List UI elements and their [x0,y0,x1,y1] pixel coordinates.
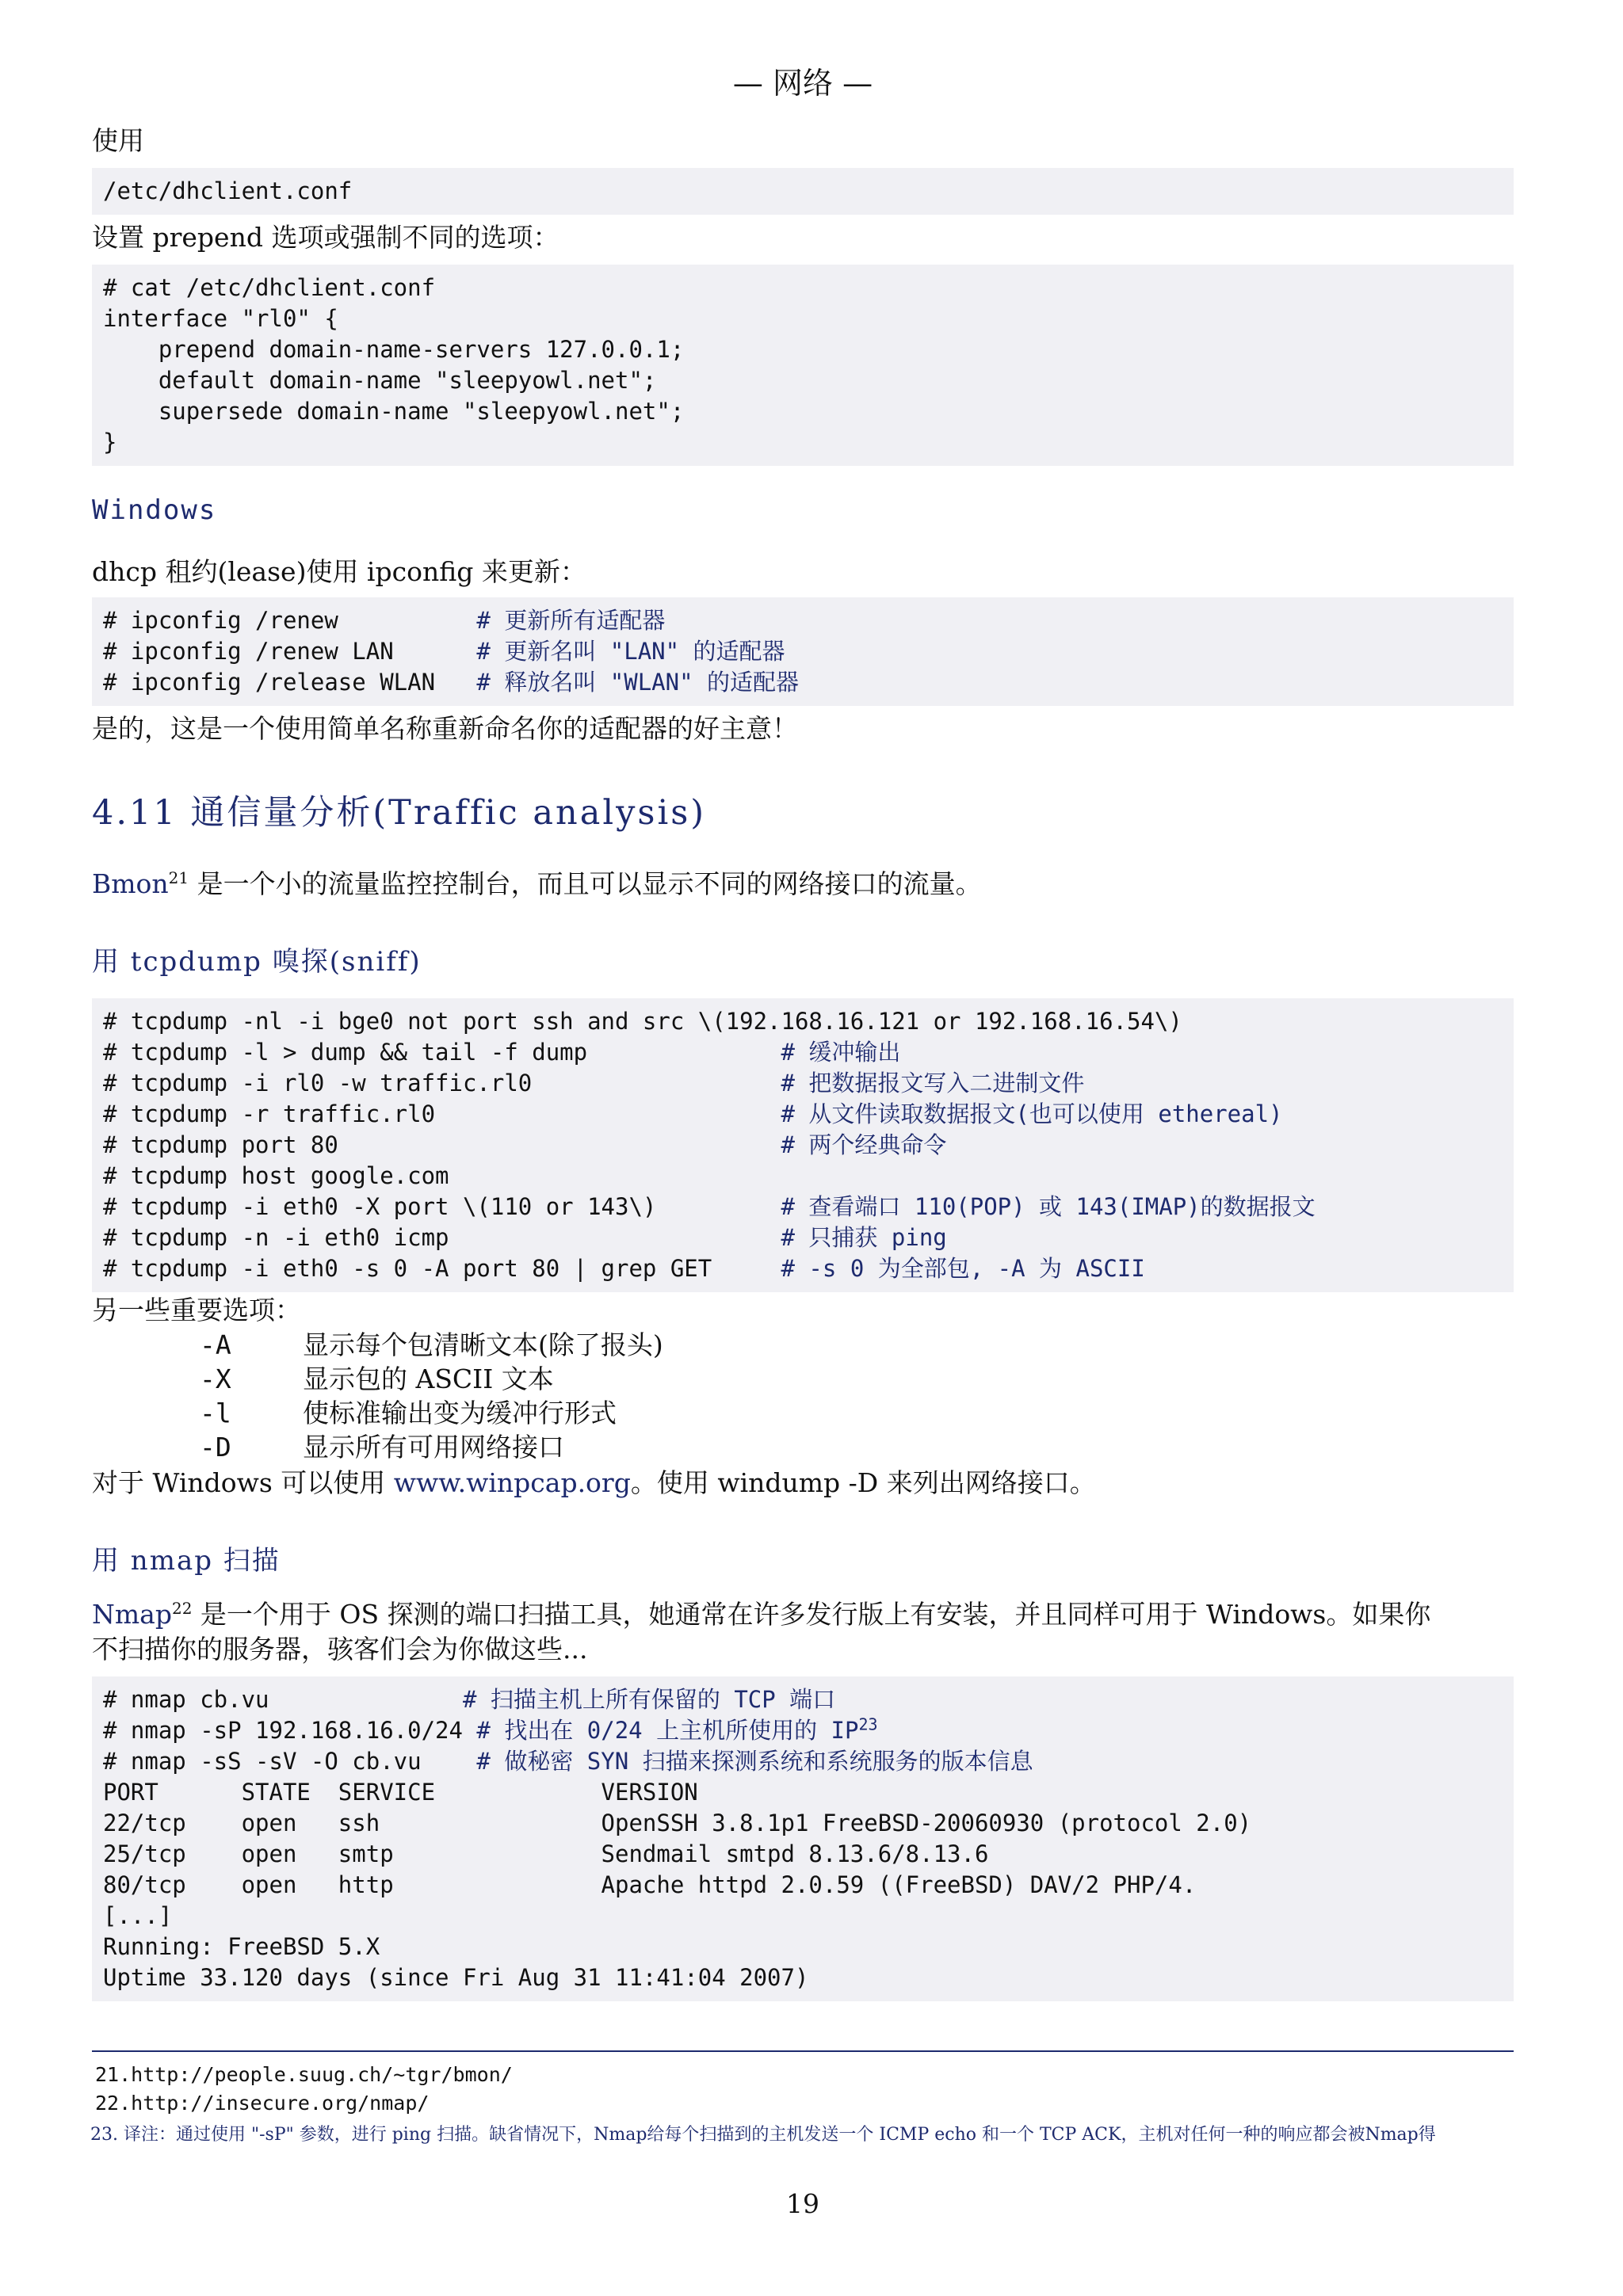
code-block-ipconfig [92,597,1514,706]
code-block-tcpdump [92,998,1514,1292]
code-line: # nmap -sP 192.168.16.0/24 # 找出在 0/24 上主机所使用的 IP$^{23}$ [103,1714,878,1744]
code-line: # tcpdump -n -i eth0 icmp # 只捕获 ping [103,1224,947,1251]
footnote-22: 22.http://insecure.org/nmap/ [95,2092,430,2115]
code-line: interface "rl0" { [103,305,338,332]
footnote-rule [92,2050,1514,2052]
code-line: /etc/dhclient.conf [103,177,353,204]
code-line: # tcpdump -i eth0 -X port \(110 or 143\) # 查看端口 110(POP) 或 143(IMAP)的数据报文 [103,1193,1316,1220]
para-prepend: 设置 prepend 选项或强制不同的选项： [92,222,559,253]
option-row: -D 显示所有可用网络接口 [200,1432,564,1463]
footnote-ref-22[interactable]: 22 [171,1599,193,1618]
option-row: -A 显示每个包清晰文本(除了报头) [200,1329,663,1360]
subheading-tcpdump: 用 tcpdump 嗅探(sniff) [92,946,422,978]
code-block-dhclient-conf [92,265,1514,466]
running-header: — 网络 — [732,66,873,101]
code-line: 80/tcp open http Apache httpd 2.0.59 ((FreeBSD) DAV/2 PHP/4. [103,1871,1197,1898]
winpcap-link[interactable]: www.winpcap.org [393,1467,631,1498]
code-line: PORT STATE SERVICE VERSION [103,1779,698,1806]
code-line: } [103,429,117,456]
code-block-nmap [92,1676,1514,2001]
footnote-ref-23[interactable]: 23 [858,1714,878,1734]
para-dhcp: dhcp 租约(lease)使用 ipconfig 来更新： [92,556,586,587]
para-rename: 是的，这是一个使用简单名称重新命名你的适配器的好主意！ [92,713,798,744]
para-nmap-line2: 不扫描你的服务器，骇客们会为你做这些... [92,1634,588,1665]
code-line: # nmap -sS -sV -O cb.vu # 做秘密 SYN 扫描来探测系统和系统服务的版本信息 [103,1748,1033,1775]
code-line: supersede domain-name "sleepyowl.net"; [103,398,685,425]
code-line: 22/tcp open ssh OpenSSH 3.8.1p1 FreeBSD-20060930 (protocol 2.0) [103,1810,1252,1836]
nmap-link[interactable]: Nmap [92,1599,172,1630]
para-windump: 对于 Windows 可以使用 www.winpcap.org。使用 windump -D 来列出网络接口。 [92,1467,1096,1498]
code-line: # tcpdump port 80 # 两个经典命令 [103,1131,947,1158]
code-line: # ipconfig /renew # 更新所有适配器 [103,607,666,634]
footnote-23: 23. 译注：通过使用 "-sP" 参数，进行 ping 扫描。缺省情况下，Nmap给每个扫描到的主机发送一个 ICMP echo 和一个 TCP ACK，主机对任何一种的响应都会被Nmap得 [90,2125,1436,2145]
code-line: Uptime 33.120 days (since Fri Aug 31 11:41:04 2007) [103,1964,809,1991]
code-line: # tcpdump -nl -i bge0 not port ssh and src \(192.168.16.121 or 192.168.16.54\) [103,1008,1182,1035]
section-title: 4.11 通信量分析(Traffic analysis) [92,793,707,833]
option-row: -l 使标准输出变为缓冲行形式 [200,1398,617,1428]
para-bmon: Bmon$^{21}$ 是一个小的流量监控控制台，而且可以显示不同的网络接口的流量。 [92,868,982,899]
code-line: # nmap cb.vu # 扫描主机上所有保留的 TCP 端口 [103,1686,836,1713]
option-row: -X 显示包的 ASCII 文本 [200,1363,554,1394]
para-use: 使用 [92,125,144,156]
subheading-nmap: 用 nmap 扫描 [92,1545,281,1577]
code-line: default domain-name "sleepyowl.net"; [103,367,657,394]
code-line: # tcpdump -i eth0 -s 0 -A port 80 | grep GET # -s 0 为全部包, -A 为 ASCII [103,1255,1145,1282]
code-line: # tcpdump -i rl0 -w traffic.rl0 # 把数据报文写入二进制文件 [103,1070,1085,1097]
subheading-windows: Windows [92,494,217,526]
page-number: 19 [786,2188,819,2219]
para-other-options: 另一些重要选项： [92,1295,301,1325]
code-line: prepend domain-name-servers 127.0.0.1; [103,336,685,363]
code-line: [...] [103,1902,173,1929]
bmon-link[interactable]: Bmon [92,868,169,899]
code-line: # cat /etc/dhclient.conf [103,274,436,301]
code-line: # tcpdump host google.com [103,1162,449,1189]
code-line: # ipconfig /release WLAN # 释放名叫 "WLAN" 的适配器 [103,669,800,696]
code-line: 25/tcp open smtp Sendmail smtpd 8.13.6/8.13.6 [103,1840,989,1867]
code-line: # tcpdump -l > dump && tail -f dump # 缓冲输出 [103,1039,901,1066]
code-line: # ipconfig /renew LAN # 更新名叫 "LAN" 的适配器 [103,638,785,665]
para-nmap-line1: Nmap$^{22}$ 是一个用于 OS 探测的端口扫描工具，她通常在许多发行版上有安装，并且同样可用于 Windows。如果你 [92,1599,1431,1630]
code-line: # tcpdump -r traffic.rl0 # 从文件读取数据报文(也可以使用 ethereal) [103,1100,1283,1127]
footnote-ref-21[interactable]: 21 [168,868,189,887]
footnote-21: 21.http://people.suug.ch/~tgr/bmon/ [95,2063,513,2086]
code-line: Running: FreeBSD 5.X [103,1933,380,1960]
code-block-dhclient-path [92,168,1514,215]
